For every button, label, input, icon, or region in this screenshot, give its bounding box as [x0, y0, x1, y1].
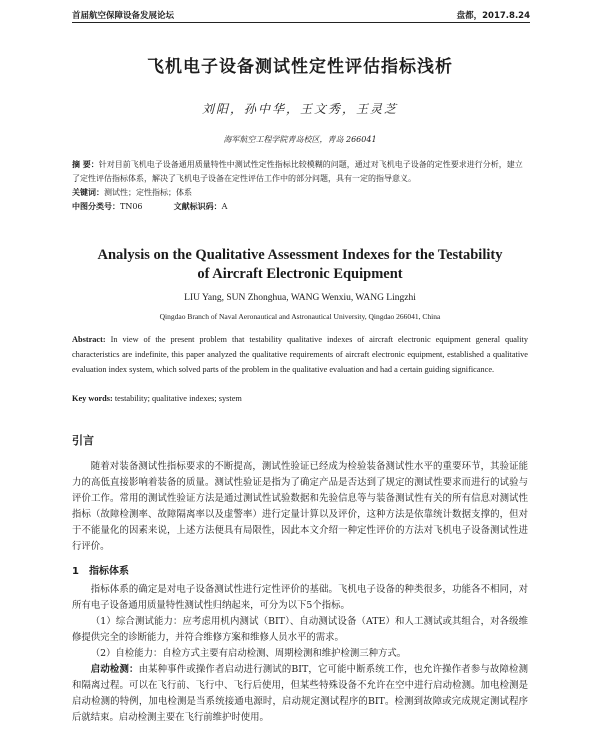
intro-paragraph: 随着对装备测试性指标要求的不断提高，测试性验证已经成为检验装备测试性水平的重要环节，其验证能力的高低直接影响着装备的质量。测试性验证是指为了确定产品是否达到了规定的测试性要求而进行的试验与评价工作。常用的测试性验证方法是通过测试性试验数据和先验信息等与装备测试性有关的所有信息对测试性指标（故障检测率、故障隔离率以及虚警率）进行定量计算以及评价，这种方法是依靠统计数据支撑的，但对于不能量化的因素来说，上述方法便具有局限性，因此本文介绍一种定性评价的方法对飞机电子设备测试性进行评价。: [72, 461, 528, 552]
keywords-en-label: Key words:: [72, 394, 113, 403]
issue-info: 盘都，2017.8.24: [456, 11, 530, 21]
section1-paragraph: 指标体系的确定是对电子设备测试性进行定性评价的基础。飞机电子设备的种类很多，功能各不相同，对所有电子设备通用质量特性测试性归纳起来，可分为以下5个指标。: [72, 584, 528, 611]
paper-title-en-line1: Analysis on the Qualitative Assessment Indexes for the Testability: [97, 247, 503, 263]
paper-title-cn: 飞机电子设备测试性定性评估指标浅析: [147, 57, 453, 77]
keywords-cn: [72, 186, 528, 200]
authors-cn: 刘阳，孙中华，王文秀，王灵芝: [201, 102, 398, 116]
intro-heading: 引言: [72, 434, 94, 447]
abstract-cn-label: 摘 要：: [72, 160, 99, 169]
abstract-cn-text: 针对目前飞机电子设备通用质量特性中测试性定性指标比较模糊的问题，通过对飞机电子设备的定性要求进行分析，建立了定性评估指标体系，解决了飞机电子设备在定性评估工作中的部分问题，具有一定的指导意义。: [72, 160, 523, 183]
section1-body: [72, 582, 528, 726]
doc-code-label: 文献标识码：: [173, 202, 222, 211]
section1-heading: 1 指标体系: [72, 566, 129, 577]
keywords-cn-label: 关键词：: [72, 188, 104, 197]
abstract-cn-body: [72, 158, 528, 186]
startup-text: 由某种事件或操作者启动进行测试的BIT，它可能中断系统工作，也允许操作者参与故障检测和隔离过程。可以在飞行前、飞行中、飞行后使用，但某些特殊设备不允许在空中进行启动检测。加电检测是启动检测的特例，加电检测是当系统接通电源时，启动规定测试程序的BIT。检测到故障或完成规定测试程序后就结束。启动检测主要在飞行前维护时使用。: [72, 664, 528, 723]
keywords-cn-text: 测试性；定性指标；体系: [104, 188, 192, 197]
abstract-cn: [72, 158, 528, 214]
clc-value: TN06: [120, 202, 143, 211]
authors-en: LIU Yang, SUN Zhonghua, WANG Wenxiu, WANG Lingzhi: [184, 293, 416, 303]
section1-item2: （2）自检能力：自检方式主要有启动检测、周期检测和维护检测三种方式。: [90, 648, 407, 659]
intro-body: [72, 459, 528, 555]
paper-title-en: [0, 246, 600, 284]
keywords-en-text: testability; qualitative indexes; system: [114, 394, 242, 403]
startup-term: 启动检测：: [90, 664, 139, 675]
keywords-en: [72, 394, 528, 403]
paper-title-en-line2: of Aircraft Electronic Equipment: [197, 266, 403, 282]
journal-name: 首届航空保障设备发展论坛: [72, 11, 175, 21]
running-header: [72, 8, 530, 23]
affiliation-en: Qingdao Branch of Naval Aeronautical and Astronautical University, Qingdao 266041, China: [159, 312, 441, 321]
abstract-en: [72, 332, 528, 377]
affiliation-cn: 海军航空工程学院青岛校区，青岛 266041: [223, 135, 377, 144]
classification-line: [72, 200, 528, 214]
abstract-en-text: In view of the present problem that testability qualitative indexes of aircraft electronic equipment general quality characteristics are indefinite, this paper analyzed the qualitative requirements of aircraft electronic equipment, established a qualitative evaluation index system, which solved parts of the problem in the qualitative evaluation and had a certain guiding significance.: [72, 335, 528, 374]
section1-item1: （1）综合测试能力：应考虑用机内测试（BIT）、自动测试设备（ATE）和人工测试或其组合，对各级维修提供完全的诊断能力，并符合维修方案和维修人员水平的需求。: [72, 616, 528, 643]
clc-label: 中图分类号：: [72, 202, 120, 211]
section1-startup-paragraph: [72, 662, 528, 726]
abstract-en-label: Abstract:: [72, 335, 106, 344]
doc-code-value: A: [221, 202, 228, 211]
